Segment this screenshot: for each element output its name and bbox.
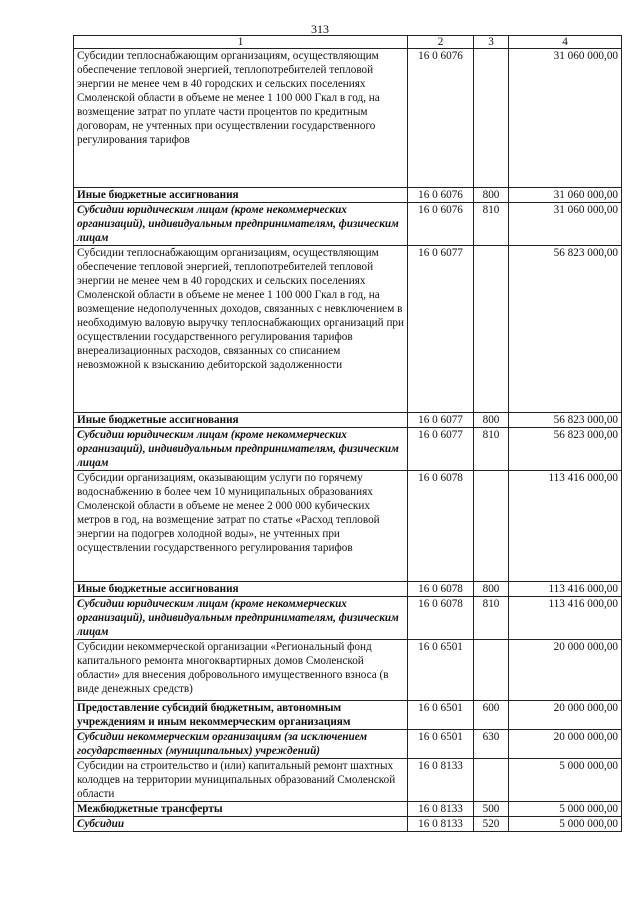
row-code: 16 0 8133 [408,817,474,832]
row-amount: 56 823 000,00 [509,246,622,413]
table-row [74,701,622,730]
row-description: Иные бюджетные ассигнования [74,413,408,428]
row-code: 16 0 6076 [408,49,474,188]
row-code: 16 0 6077 [408,246,474,413]
table-row [74,471,622,582]
row-amount: 20 000 000,00 [509,730,622,759]
row-expense-type: 810 [474,428,509,471]
row-description: Предоставление субсидий бюджетным, автономным учреждениям и иным некоммерческим организациям [74,701,408,730]
row-code: 16 0 6077 [408,428,474,471]
table-row [74,802,622,817]
row-expense-type [474,640,509,701]
row-code: 16 0 6501 [408,640,474,701]
row-amount: 56 823 000,00 [509,428,622,471]
row-expense-type: 800 [474,582,509,597]
row-amount: 56 823 000,00 [509,413,622,428]
row-code: 16 0 6076 [408,203,474,246]
row-description: Субсидии теплоснабжающим организациям, осуществляющим обеспечение тепловой энергией, теплопотребителей тепловой энергии не менее чем в 40 городских и сельских поселениях Смоленской области в объеме не менее 1 100 000 Гкал в год, на возмещение недополученных доходов, связанных с невключением в необходимую валовую выручку теплоснабжающих организаций при осуществлении государственного регулирования тарифов внереализационных расходов, связанных со списанием невозможной к взысканию дебиторской задолженности [74,246,408,413]
table-row [74,188,622,203]
table-row [74,640,622,701]
row-code: 16 0 6501 [408,730,474,759]
row-description: Субсидии на строительство и (или) капитальный ремонт шахтных колодцев на территории муниципальных образований Смоленской области [74,759,408,802]
row-amount: 5 000 000,00 [509,759,622,802]
row-code: 16 0 6076 [408,188,474,203]
row-amount: 20 000 000,00 [509,701,622,730]
row-expense-type: 500 [474,802,509,817]
table-row [74,817,622,832]
row-description: Иные бюджетные ассигнования [74,188,408,203]
header-row [74,36,622,49]
row-amount: 5 000 000,00 [509,817,622,832]
header-col-3: 3 [474,36,509,49]
table-row [74,759,622,802]
table-row [74,413,622,428]
row-code: 16 0 8133 [408,759,474,802]
row-description: Субсидии организациям, оказывающим услуги по горячему водоснабжению в более чем 10 муниципальных образованиях Смоленской области в объеме не менее 2 000 000 кубических метров в год, на возмещение затрат по статье «Расход тепловой энергии на подогрев холодной воды», не учтенных при осуществлении государственного регулирования тарифов [74,471,408,582]
row-expense-type [474,246,509,413]
header-col-2: 2 [408,36,474,49]
row-description: Субсидии некоммерческим организациям (за исключением государственных (муниципальных) учреждений) [74,730,408,759]
row-code: 16 0 6077 [408,413,474,428]
row-expense-type [474,759,509,802]
table-row [74,246,622,413]
row-description: Субсидии юридическим лицам (кроме некоммерческих организаций), индивидуальным предпринимателям, физическим лицам [74,203,408,246]
table-row [74,428,622,471]
row-amount: 31 060 000,00 [509,188,622,203]
row-code: 16 0 6078 [408,471,474,582]
row-description: Субсидии некоммерческой организации «Региональный фонд капитального ремонта многоквартирных домов Смоленской области» для внесения добровольного имущественного взноса (в виде денежных средств) [74,640,408,701]
row-code: 16 0 6501 [408,701,474,730]
table-row [74,203,622,246]
row-amount: 31 060 000,00 [509,203,622,246]
row-amount: 31 060 000,00 [509,49,622,188]
row-amount: 20 000 000,00 [509,640,622,701]
row-description: Субсидии юридическим лицам (кроме некоммерческих организаций), индивидуальным предпринимателям, физическим лицам [74,428,408,471]
table-row [74,582,622,597]
row-amount: 113 416 000,00 [509,582,622,597]
page-number: 313 [311,22,329,36]
row-expense-type: 800 [474,413,509,428]
row-expense-type [474,49,509,188]
row-description: Иные бюджетные ассигнования [74,582,408,597]
row-expense-type: 810 [474,597,509,640]
row-description: Межбюджетные трансферты [74,802,408,817]
table-row [74,49,622,188]
row-description: Субсидии теплоснабжающим организациям, осуществляющим обеспечение тепловой энергией, теплопотребителей тепловой энергии не менее чем в 40 городских и сельских поселениях Смоленской области в объеме не менее 1 100 000 Гкал в год, на возмещение затрат по уплате части процентов по кредитным договорам, не учтенных при осуществлении государственного регулирования тарифов [74,49,408,188]
row-amount: 5 000 000,00 [509,802,622,817]
row-expense-type: 520 [474,817,509,832]
header-col-1: 1 [74,36,408,49]
row-expense-type: 810 [474,203,509,246]
header-col-4: 4 [509,36,622,49]
row-code: 16 0 6078 [408,582,474,597]
row-description: Субсидии юридическим лицам (кроме некоммерческих организаций), индивидуальным предпринимателям, физическим лицам [74,597,408,640]
row-expense-type: 630 [474,730,509,759]
table-row [74,597,622,640]
row-description: Субсидии [74,817,408,832]
row-amount: 113 416 000,00 [509,471,622,582]
row-code: 16 0 6078 [408,597,474,640]
row-expense-type [474,471,509,582]
budget-table [73,35,622,832]
row-amount: 113 416 000,00 [509,597,622,640]
row-expense-type: 800 [474,188,509,203]
row-expense-type: 600 [474,701,509,730]
table-row [74,730,622,759]
row-code: 16 0 8133 [408,802,474,817]
